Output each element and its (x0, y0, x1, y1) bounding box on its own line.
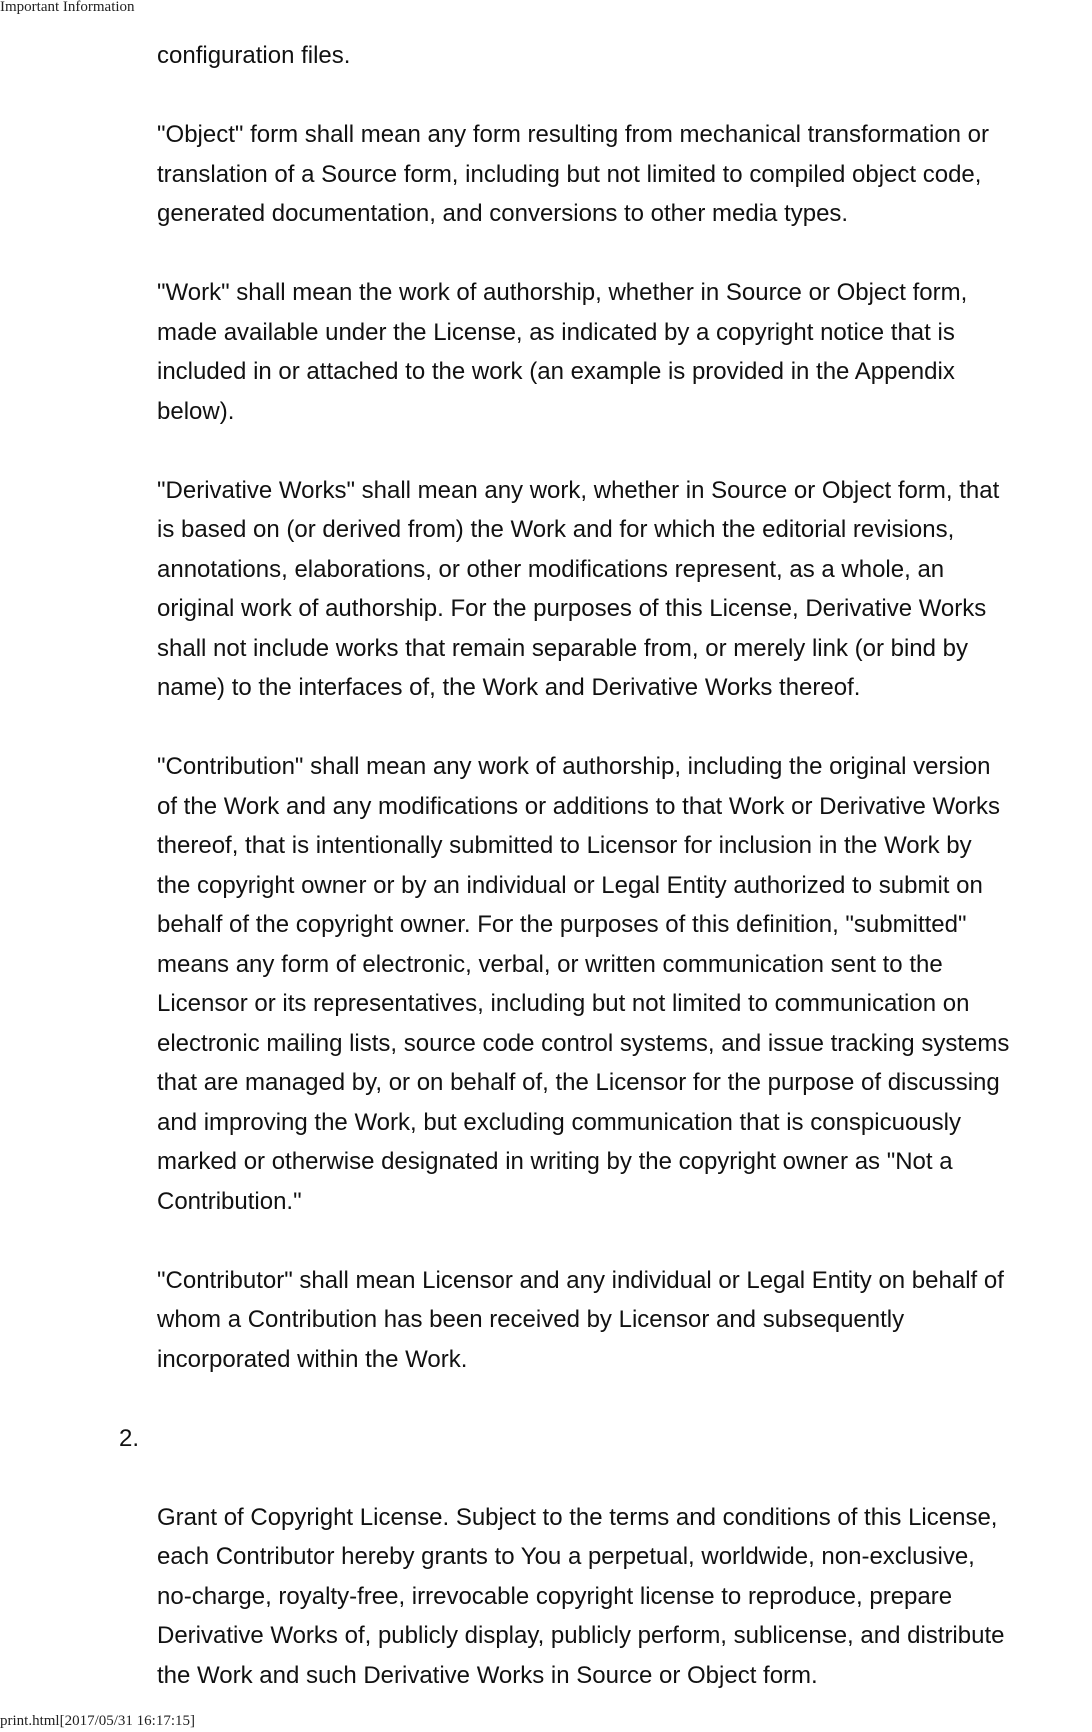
paragraph-object-definition: "Object" form shall mean any form resulting from mechanical transformation or translation of a Source form, including but not limited to compiled object code, generated documentation, and conversions to other media types. (157, 121, 990, 227)
paragraph-derivative-works-definition: "Derivative Works" shall mean any work, whether in Source or Object form, that is based on (or derived from) the Work and for which the editorial revisions, annotations, elaborations, or other modifications represent, as a whole, an original work of authorship. For the purposes of this License, Derivative Works shall not include works that remain separable from, or merely link (or bind by name) to the interfaces of, the Work and Derivative Works thereof. (157, 476, 1000, 701)
page-header-title: Important Information (0, 0, 135, 15)
paragraph-contribution-definition: "Contribution" shall mean any work of authorship, including the original version of the Work and any modifications or additions to that Work or Derivative Works thereof, that is intentionally submitted to Licensor for inclusion in the Work by the copyright owner or by an individual or Legal Entity authorized to submit on behalf of the copyright owner. For the purposes of this definition, "submitted" means any form of electronic, verbal, or written communication sent to the Licensor or its representatives, including but not limited to communication on electronic mailing lists, source code control systems, and issue tracking systems that are managed by, or on behalf of, the Licensor for the purpose of discussing and improving the Work, but excluding communication that is conspicuously marked or otherwise designated in writing by the copyright owner as "Not a Contribution." (157, 753, 1010, 1215)
list-item-text: Grant of Copyright License. Subject to the terms and conditions of this License, each Contributor hereby grants to You a perpetual, worldwide, non-exclusive, no-charge, royalty-free, irrevocable copyright license to reproduce, prepare Derivative Works of, publicly display, publicly perform, sublicense, and distribute the Work and such Derivative Works in Source or Object form. (157, 1503, 1005, 1689)
document-body (119, 36, 1092, 1695)
paragraph-configuration-files: configuration files. (157, 42, 351, 69)
paragraph-work-definition: "Work" shall mean the work of authorship, whether in Source or Object form, made available under the License, as indicated by a copyright notice that is included in or attached to the work (an example is provided in the Appendix below). (157, 279, 968, 425)
list-item-grant-of-copyright (119, 1419, 1092, 1696)
paragraph-contributor-definition: "Contributor" shall mean Licensor and any individual or Legal Entity on behalf of whom a Contribution has been received by Licensor and subsequently incorporated within the Work. (157, 1266, 1004, 1373)
page-footer-url: print.html[2017/05/31 16:17:15] (0, 1713, 195, 1729)
list-item-number: 2. (119, 1424, 140, 1452)
